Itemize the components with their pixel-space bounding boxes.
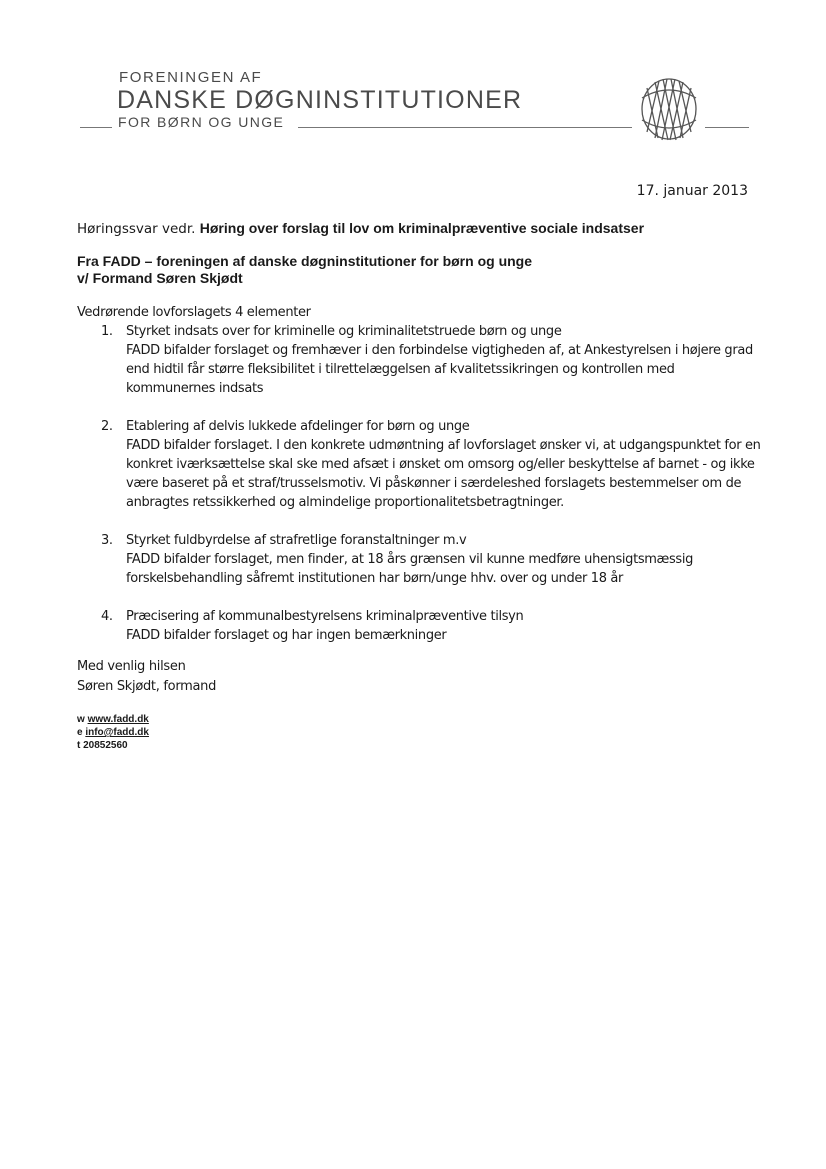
- item-title: Etablering af delvis lukkede afdelinger for børn og unge: [126, 419, 470, 434]
- contact-block: [77, 713, 149, 752]
- contact-phone: t 20852560: [77, 740, 128, 751]
- list-item: [77, 417, 767, 512]
- item-text: FADD bifalder forslaget. I den konkrete udmøntning af lovforslaget ønsker vi, at udgangspunktet for en konkret iværksættelse skal ske med afsæt i ønsket om omsorg og/eller beskyttelse af barnet - og ikke være baseret på et straf/trusselsmotiv. Vi påskønner i særdeleshed forslagets bestemmelser om de anbragtes retssikkerhed og almindelige proportionalitetsbetragtninger.: [126, 438, 761, 510]
- letter-date: 17. januar 2013: [636, 183, 748, 199]
- item-number: 4.: [101, 609, 113, 624]
- contact-web-prefix: w: [77, 714, 88, 725]
- list-item: [77, 531, 767, 588]
- sender-line1: Fra FADD – foreningen af danske døgninstitutioner for børn og unge: [77, 253, 533, 269]
- item-title: Præcisering af kommunalbestyrelsens kriminalpræventive tilsyn: [126, 609, 524, 624]
- list-item: [77, 322, 767, 398]
- contact-email-row: [77, 726, 149, 739]
- item-number: 1.: [101, 324, 113, 339]
- item-text: FADD bifalder forslaget, men finder, at 18 års grænsen vil kunne medføre uhensigtsmæssig forskelsbehandling såfremt institutionen har børn/unge hhv. over og under 18 år: [126, 552, 693, 586]
- item-number: 3.: [101, 533, 113, 548]
- item-number: 2.: [101, 419, 113, 434]
- closing-signature: Søren Skjødt, formand: [77, 679, 217, 694]
- letterhead-rule-right: [705, 127, 749, 128]
- sender-block: [77, 253, 532, 287]
- elements-list: [77, 322, 767, 645]
- contact-web-row: [77, 713, 149, 726]
- item-text: FADD bifalder forslaget og har ingen bemærkninger: [126, 628, 447, 643]
- closing-block: [77, 657, 216, 697]
- letterhead-rule-middle: [298, 127, 632, 128]
- contact-email-prefix: e: [77, 727, 86, 738]
- item-title: Styrket fuldbyrdelse af strafretlige foranstaltninger m.v: [126, 533, 467, 548]
- website-link[interactable]: www.fadd.dk: [87, 714, 149, 725]
- letter-body: [77, 303, 767, 664]
- list-item: [77, 607, 767, 645]
- mesh-globe-logo-icon: [638, 76, 700, 146]
- subject-line: [77, 220, 644, 237]
- letterhead-line2: DANSKE DØGNINSTITUTIONER: [117, 86, 523, 114]
- item-text: FADD bifalder forslaget og fremhæver i den forbindelse vigtigheden af, at Ankestyrelsen i højere grad end hidtil får større fleksibilitet i tilrettelæggelsen af kvalitetssikringen og kontrollen med kommunernes indsats: [126, 343, 753, 396]
- letterhead-rule-left: [80, 127, 112, 128]
- letterhead-line1: FORENINGEN AF: [119, 69, 263, 86]
- sender-line2: v/ Formand Søren Skjødt: [77, 270, 243, 286]
- letterhead: [0, 0, 826, 150]
- letterhead-line3: FOR BØRN OG UNGE: [118, 114, 285, 130]
- closing-greeting: Med venlig hilsen: [77, 659, 186, 674]
- subject-title: Høring over forslag til lov om kriminalpræventive sociale indsatser: [199, 220, 645, 236]
- subject-prefix: Høringssvar vedr.: [77, 221, 200, 237]
- intro-text: Vedrørende lovforslagets 4 elementer: [77, 305, 311, 320]
- email-link[interactable]: info@fadd.dk: [85, 727, 149, 738]
- item-title: Styrket indsats over for kriminelle og kriminalitetstruede børn og unge: [126, 324, 562, 339]
